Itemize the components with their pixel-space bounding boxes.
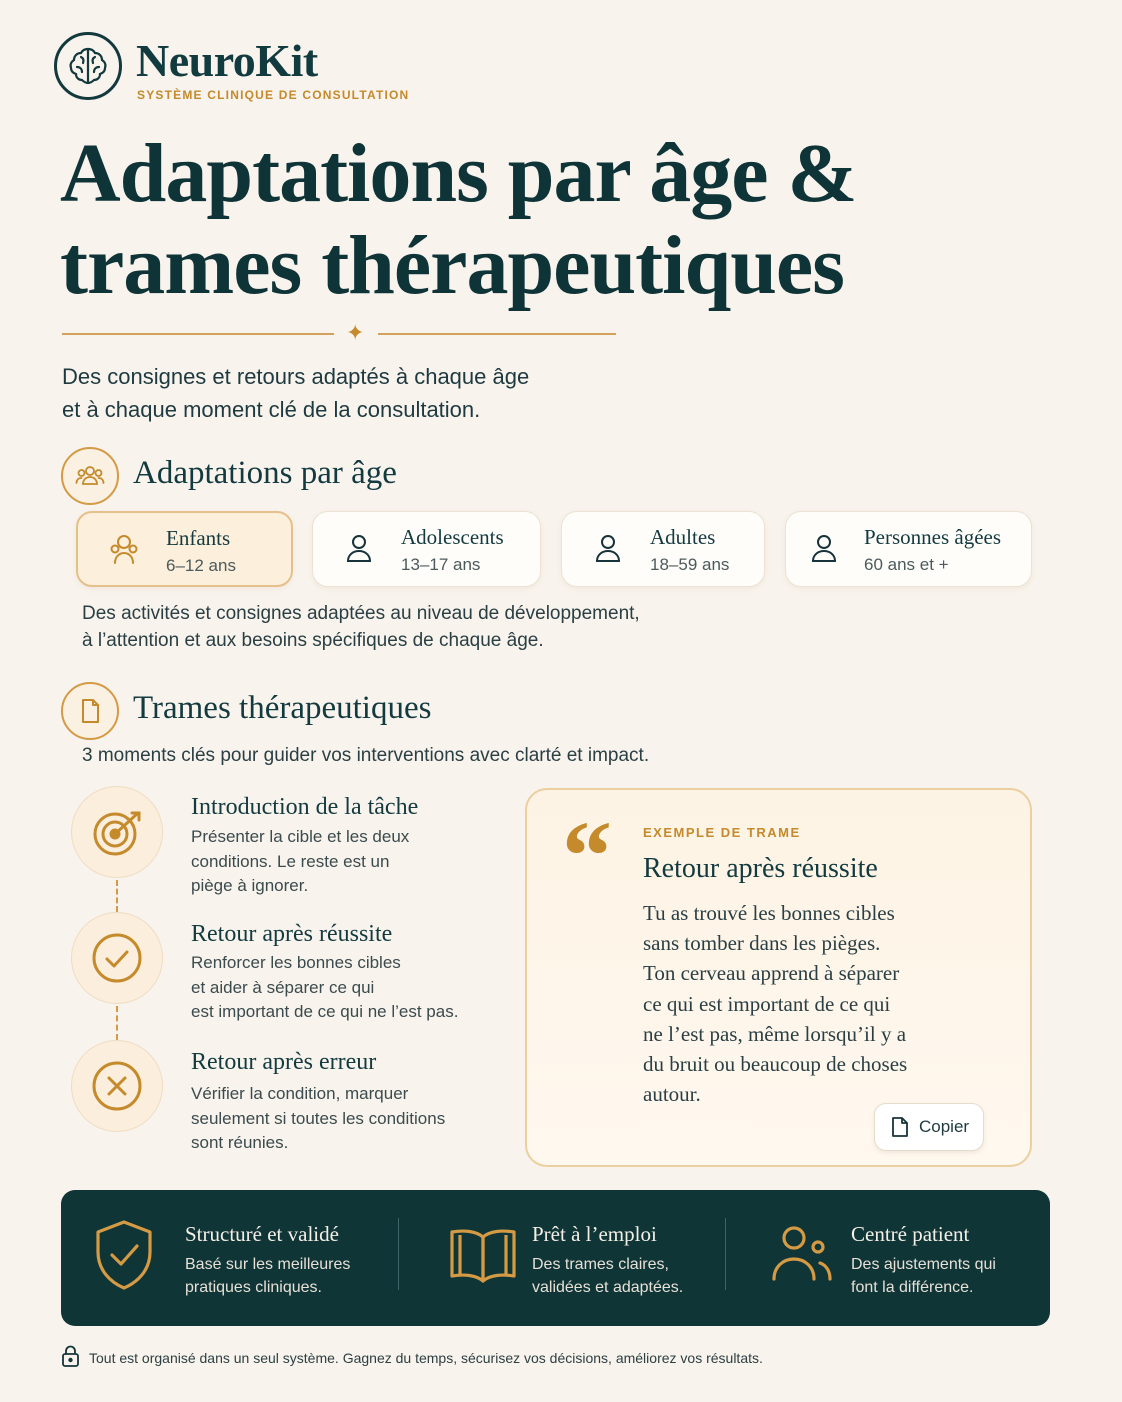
- person-icon: [804, 528, 844, 568]
- age-card-name: Enfants: [166, 526, 231, 550]
- page-title-line-1: Adaptations par âge &: [60, 127, 857, 220]
- step-description-line: conditions. Le reste est un: [191, 851, 390, 871]
- age-card-personnes-agees[interactable]: [785, 511, 1032, 587]
- trames-subtitle: 3 moments clés pour guider vos interventions avec clarté et impact.: [82, 745, 650, 766]
- page-title: [60, 128, 1060, 312]
- lock-icon: [61, 1345, 80, 1373]
- check-circle-icon: [71, 912, 163, 1004]
- step-description-line: piège à ignorer.: [191, 876, 309, 895]
- age-card-name: Personnes âgées: [864, 525, 1002, 549]
- feature-desc-centre: [851, 1253, 1031, 1299]
- step-description-line: et aider à séparer ce qui: [191, 977, 375, 997]
- age-description: [82, 600, 722, 654]
- age-card-enfants[interactable]: [76, 511, 293, 587]
- step-connector: [116, 880, 118, 912]
- example-body-line: Tu as trouvé les bonnes cibles: [643, 901, 895, 925]
- intro-line-1: Des consignes et retours adaptés à chaque âge: [62, 364, 530, 389]
- open-book-icon: [448, 1225, 518, 1290]
- quote-mark: “: [562, 800, 612, 911]
- step-description-introduction: [191, 825, 481, 899]
- step-description-line: Présenter la cible et les deux: [191, 827, 410, 846]
- brand-subtitle: SYSTÈME CLINIQUE DE CONSULTATION: [137, 88, 410, 102]
- document-icon: [61, 682, 119, 740]
- step-description-reussite: [191, 951, 491, 1025]
- example-body: [643, 898, 963, 1109]
- feature-title-pret: Prêt à l’emploi: [532, 1222, 657, 1246]
- intro-line-2: et à chaque moment clé de la consultation.: [62, 397, 481, 422]
- feature-desc-line: validées et adaptées.: [532, 1279, 684, 1296]
- shield-check-icon: [92, 1218, 156, 1297]
- example-body-line: du bruit ou beaucoup de choses: [643, 1052, 908, 1077]
- age-card-name: Adultes: [650, 525, 716, 549]
- age-card-range: 60 ans et +: [864, 555, 949, 574]
- person-icon: [339, 528, 379, 568]
- age-card-range: 13–17 ans: [401, 555, 481, 574]
- step-title-erreur: Retour après erreur: [191, 1049, 377, 1075]
- feature-title-centre: Centré patient: [851, 1222, 970, 1246]
- step-description-line: sont réunies.: [191, 1133, 289, 1152]
- sparkle-icon: ✦: [346, 320, 365, 345]
- example-body-line: ce qui est important de ce qui: [643, 991, 891, 1016]
- people-icon: [61, 447, 119, 505]
- age-description-line-2: à l’attention et aux besoins spécifiques de chaque âge.: [82, 630, 544, 651]
- step-description-erreur: [191, 1082, 491, 1156]
- feature-desc-line: Basé sur les meilleures: [185, 1256, 351, 1273]
- feature-desc-pret: [532, 1253, 712, 1299]
- person-icon: [588, 528, 628, 568]
- section-title-trames: Trames thérapeutiques: [133, 690, 432, 726]
- copy-icon: [890, 1116, 910, 1138]
- age-description-line-1: Des activités et consignes adaptées au niveau de développement,: [82, 603, 640, 624]
- feature-desc-line: font la différence.: [851, 1279, 974, 1296]
- age-card-range: 18–59 ans: [650, 555, 730, 574]
- age-card-adultes[interactable]: [561, 511, 765, 587]
- feature-desc-structure: [185, 1253, 365, 1299]
- copy-button[interactable]: [874, 1103, 984, 1151]
- page-title-line-2: trames thérapeutiques: [60, 219, 844, 312]
- section-title-age: Adaptations par âge: [133, 455, 397, 491]
- group-icon: [104, 529, 144, 569]
- example-body-line: sans tomber dans les pièges.: [643, 931, 881, 956]
- brain-logo-icon: [54, 32, 122, 100]
- patient-icon: [770, 1223, 834, 1290]
- step-connector: [116, 1006, 118, 1040]
- step-title-reussite: Retour après réussite: [191, 921, 393, 947]
- age-card-range: 6–12 ans: [166, 556, 236, 575]
- step-description-line: Renforcer les bonnes cibles: [191, 953, 401, 972]
- example-body-line: ne l’est pas, même lorsqu’il y a: [643, 1021, 907, 1046]
- band-divider: [725, 1218, 726, 1290]
- example-body-line: Ton cerveau apprend à séparer: [643, 961, 900, 986]
- divider-right: [378, 333, 616, 335]
- feature-desc-line: Des ajustements qui: [851, 1256, 996, 1273]
- step-description-line: seulement si toutes les conditions: [191, 1108, 446, 1128]
- age-card-name: Adolescents: [401, 525, 504, 549]
- footer-note: Tout est organisé dans un seul système. Gagnez du temps, sécurisez vos décisions, améliorez vos résultats.: [89, 1350, 763, 1366]
- divider-left: [62, 333, 334, 335]
- example-body-line: autour.: [643, 1082, 701, 1107]
- brand-name: NeuroKit: [136, 35, 318, 86]
- feature-desc-line: pratiques cliniques.: [185, 1279, 322, 1296]
- target-icon: [71, 786, 163, 878]
- example-title: Retour après réussite: [643, 853, 878, 884]
- x-circle-icon: [71, 1040, 163, 1132]
- feature-desc-line: Des trames claires,: [532, 1256, 669, 1273]
- intro-text: [62, 360, 662, 426]
- feature-title-structure: Structuré et validé: [185, 1222, 339, 1246]
- band-divider: [398, 1218, 399, 1290]
- copy-button-label: Copier: [919, 1117, 970, 1136]
- step-description-line: Vérifier la condition, marquer: [191, 1084, 409, 1103]
- step-description-line: est important de ce qui ne l’est pas.: [191, 1002, 459, 1021]
- age-card-adolescents[interactable]: [312, 511, 541, 587]
- example-label: EXEMPLE DE TRAME: [643, 825, 801, 840]
- step-title-introduction: Introduction de la tâche: [191, 794, 419, 820]
